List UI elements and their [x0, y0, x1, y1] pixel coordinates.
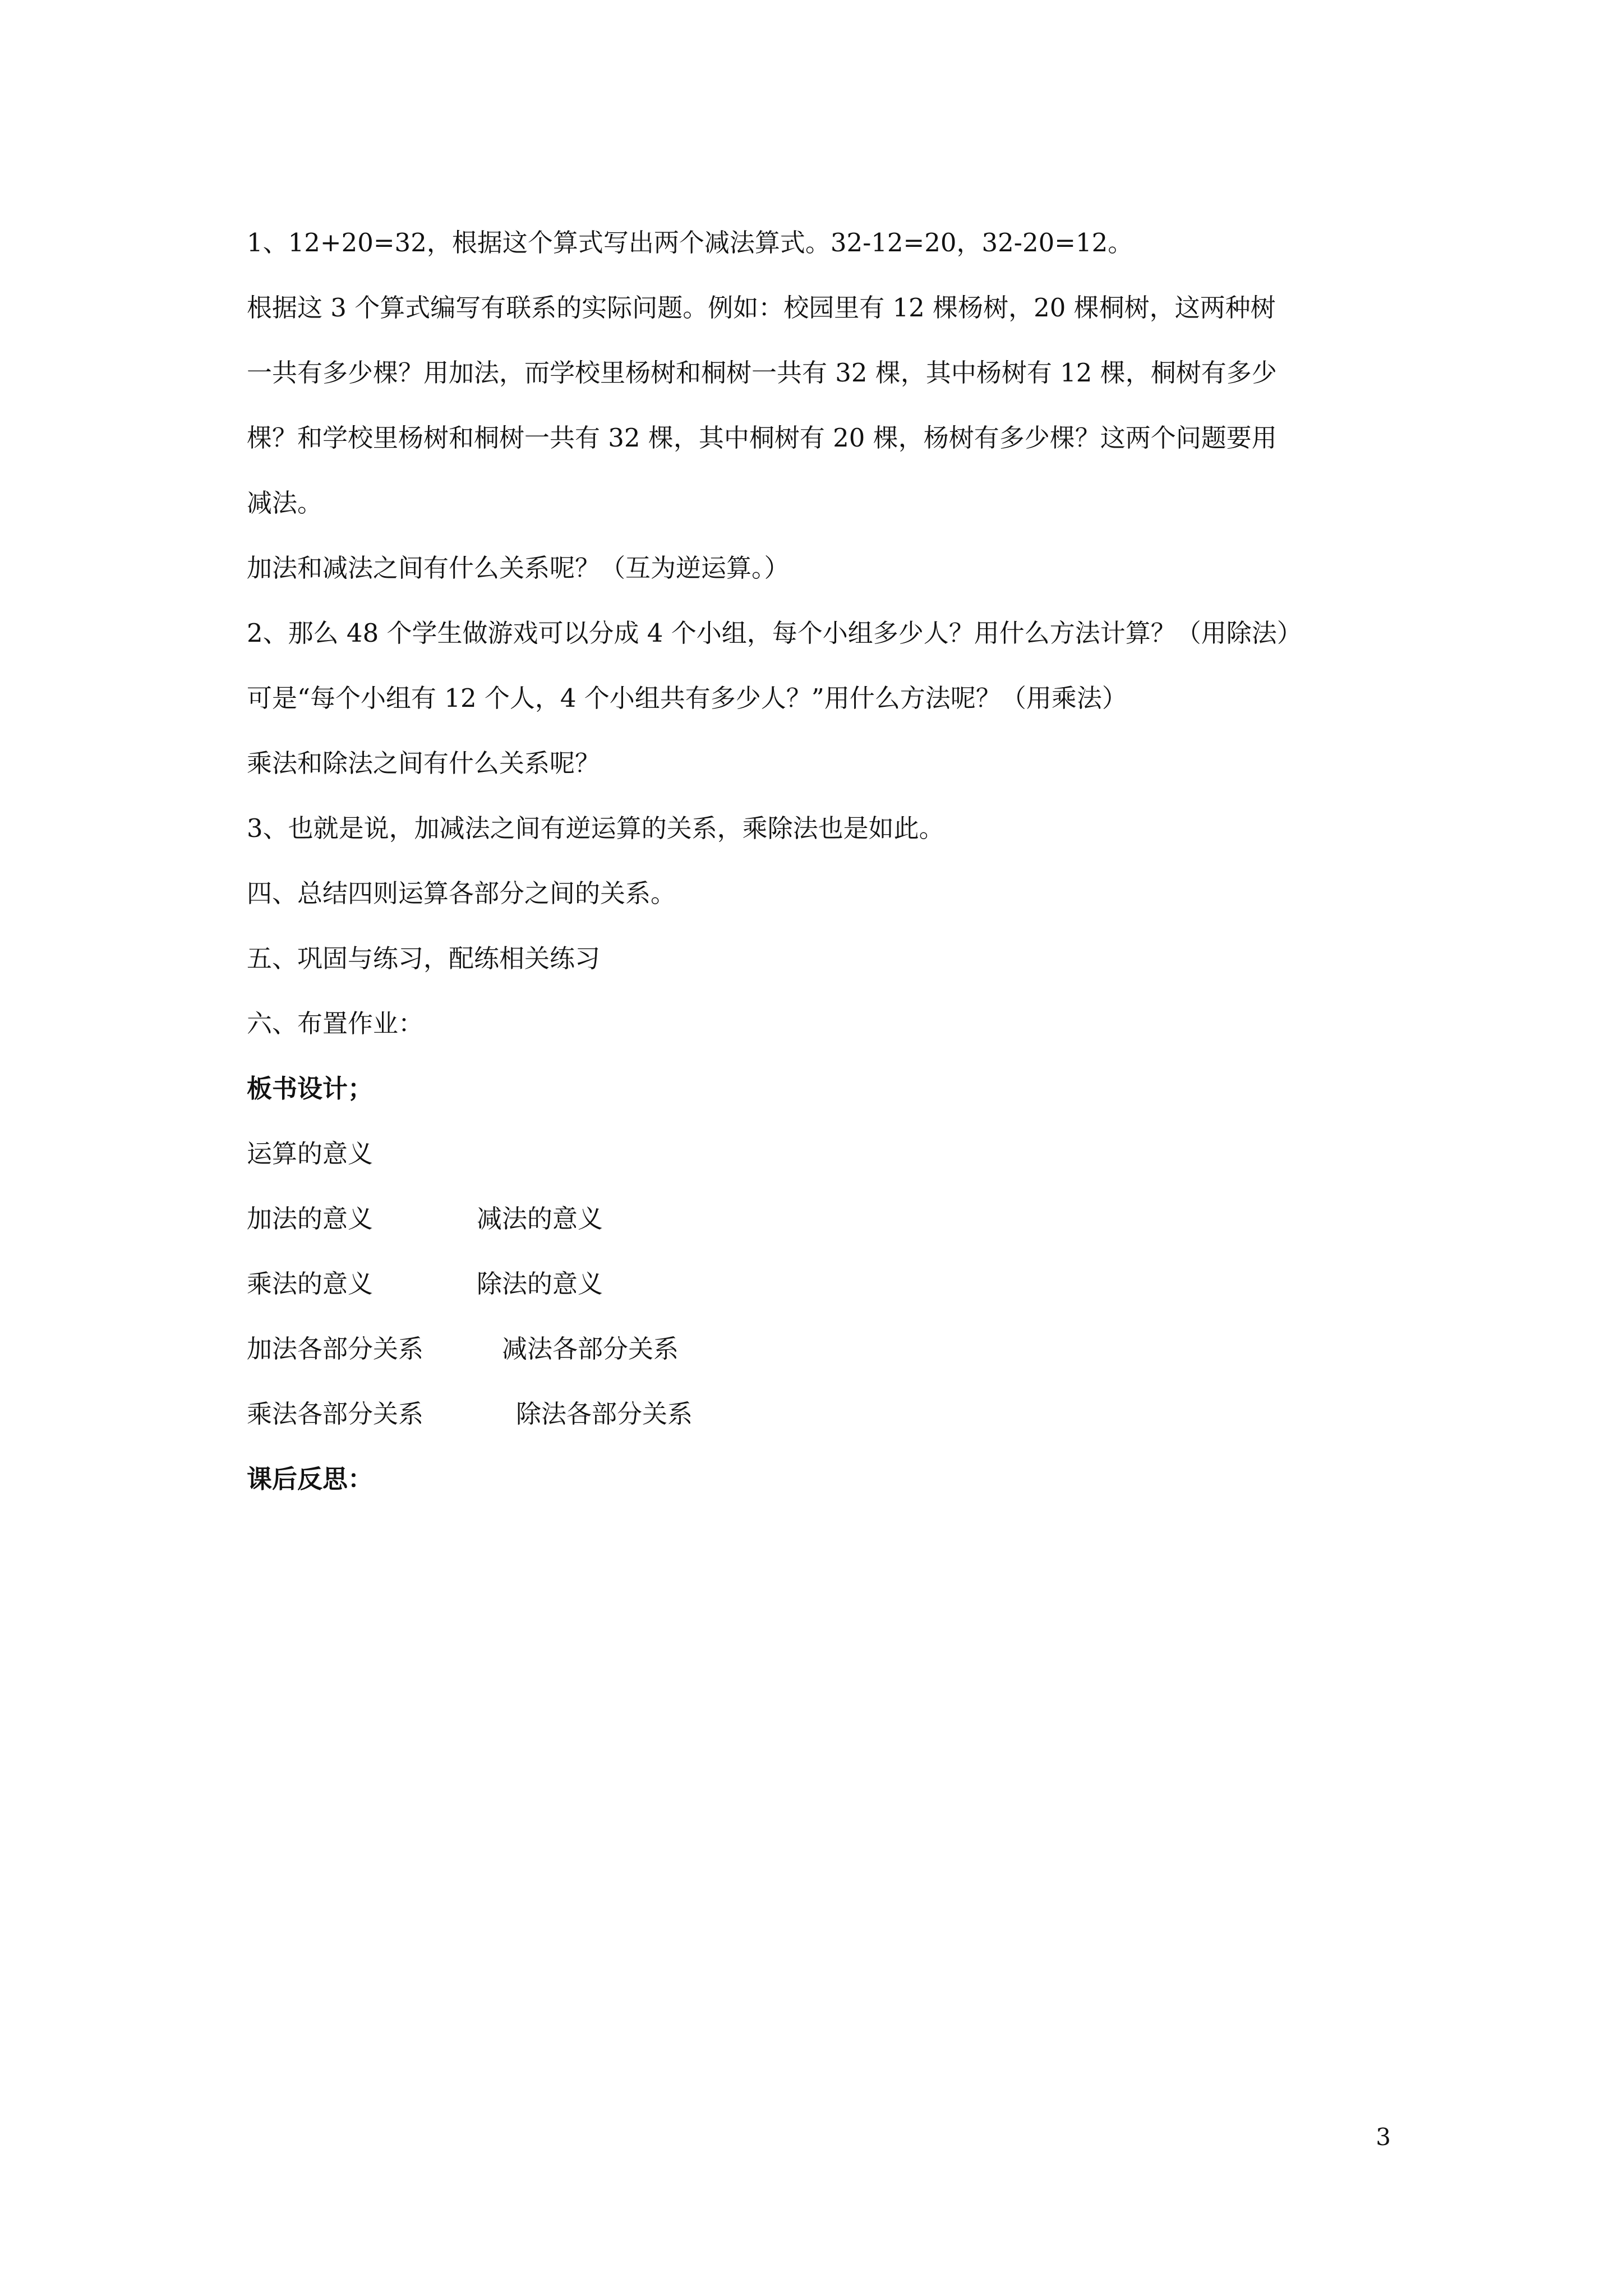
- board-row-multiplication-division-parts: [247, 1382, 1391, 1447]
- paragraph-section-six: 六、布置作业：: [247, 1009, 424, 1038]
- board-row-right: 减法的意义: [477, 1204, 603, 1234]
- board-row-left: 乘法各部分关系: [247, 1399, 424, 1429]
- board-row-left: 加法的意义: [247, 1204, 374, 1234]
- paragraph-section-five: 五、巩固与练习，配练相关练习: [247, 944, 601, 973]
- paragraph-multiplication-question: 可是“每个小组有 12 个人，4 个小组共有多少人？”用什么方法呢？（用乘法）: [247, 683, 1127, 713]
- paragraph-inverse-summary: 3、也就是说，加减法之间有逆运算的关系，乘除法也是如此。: [247, 813, 944, 843]
- board-row-right: 除法各部分关系: [516, 1399, 693, 1429]
- paragraph-subtraction-formulas: 1、12+20=32，根据这个算式写出两个减法算式。32-12=20，32-20=12。: [247, 228, 1133, 257]
- board-row-left: 加法各部分关系: [247, 1334, 424, 1364]
- paragraph-word-problem-2: 一共有多少棵？用加法，而学校里杨树和桐树一共有 32 棵，其中杨树有 12 棵，桐树有多少: [247, 358, 1277, 388]
- paragraph-division-question: 2、那么 48 个学生做游戏可以分成 4 个小组，每个小组多少人？用什么方法计算？（用除法）: [247, 618, 1302, 648]
- paragraph-section-four: 四、总结四则运算各部分之间的关系。: [247, 878, 676, 908]
- paragraph-mul-div-relation: 乘法和除法之间有什么关系呢？: [247, 748, 601, 778]
- document-body: [247, 210, 1391, 1512]
- board-row-addition-subtraction-parts: [247, 1317, 1391, 1382]
- board-row-right: 除法的意义: [477, 1269, 603, 1299]
- board-design-heading: 板书设计；: [247, 1074, 374, 1103]
- board-row-left: 乘法的意义: [247, 1269, 374, 1299]
- paragraph-word-problem-4: 减法。: [247, 488, 323, 518]
- paragraph-add-sub-relation: 加法和减法之间有什么关系呢？（互为逆运算。）: [247, 553, 790, 583]
- page-number: 3: [1376, 2123, 1391, 2151]
- reflection-heading: 课后反思：: [247, 1464, 374, 1494]
- board-row-addition-subtraction-meaning: [247, 1186, 1391, 1251]
- board-row-right: 减法各部分关系: [502, 1334, 679, 1364]
- paragraph-word-problem-1: 根据这 3 个算式编写有联系的实际问题。例如：校园里有 12 棵杨树，20 棵桐树，这两种树: [247, 293, 1276, 323]
- paragraph-word-problem-3: 棵？和学校里杨树和桐树一共有 32 棵，其中桐树有 20 棵，杨树有多少棵？这两个问题要用: [247, 423, 1277, 453]
- board-row-multiplication-division-meaning: [247, 1251, 1391, 1317]
- board-title: 运算的意义: [247, 1139, 374, 1168]
